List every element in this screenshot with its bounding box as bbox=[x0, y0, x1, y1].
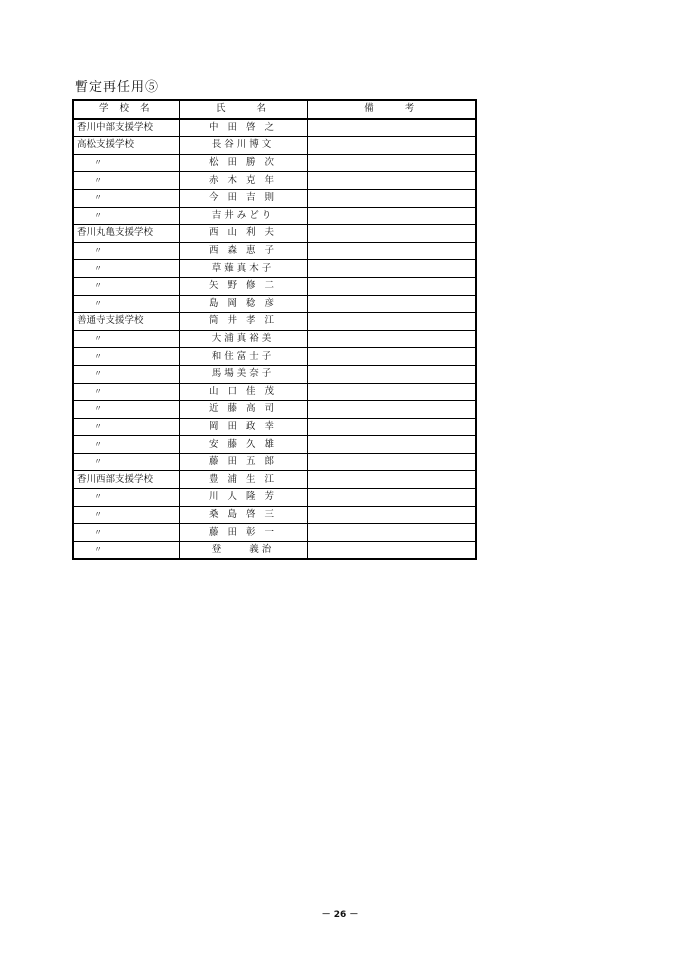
table-row bbox=[73, 365, 476, 383]
name-cell: 桑 島 啓 三 bbox=[179, 506, 307, 524]
notes-cell bbox=[307, 506, 476, 524]
notes-cell bbox=[307, 365, 476, 383]
name-cell: 安 藤 久 雄 bbox=[179, 436, 307, 454]
school-cell: 〃 bbox=[73, 383, 179, 401]
name-cell: 矢 野 修 二 bbox=[179, 277, 307, 295]
notes-cell bbox=[307, 348, 476, 366]
name-cell: 馬場美奈子 bbox=[179, 365, 307, 383]
notes-cell bbox=[307, 207, 476, 225]
name-cell: 和住富士子 bbox=[179, 348, 307, 366]
name-cell: 西 森 恵 子 bbox=[179, 242, 307, 260]
school-cell: 〃 bbox=[73, 277, 179, 295]
table-row bbox=[73, 154, 476, 172]
table-row bbox=[73, 137, 476, 155]
notes-cell bbox=[307, 189, 476, 207]
school-cell: 香川西部支援学校 bbox=[73, 471, 179, 489]
name-cell: 山 口 佳 茂 bbox=[179, 383, 307, 401]
school-cell: 〃 bbox=[73, 436, 179, 454]
notes-cell bbox=[307, 137, 476, 155]
name-cell: 西 山 利 夫 bbox=[179, 225, 307, 243]
table-header-row bbox=[73, 100, 476, 119]
table-row bbox=[73, 436, 476, 454]
notes-cell bbox=[307, 418, 476, 436]
table-row bbox=[73, 242, 476, 260]
name-cell: 赤 木 克 年 bbox=[179, 172, 307, 190]
notes-cell bbox=[307, 541, 476, 559]
notes-cell bbox=[307, 524, 476, 542]
table-row bbox=[73, 401, 476, 419]
school-cell: 善通寺支援学校 bbox=[73, 313, 179, 331]
name-cell: 松 田 勝 次 bbox=[179, 154, 307, 172]
notes-cell bbox=[307, 225, 476, 243]
notes-cell bbox=[307, 383, 476, 401]
table-row bbox=[73, 172, 476, 190]
notes-cell bbox=[307, 436, 476, 454]
notes-cell bbox=[307, 260, 476, 278]
school-cell: 高松支援学校 bbox=[73, 137, 179, 155]
reappointment-table bbox=[72, 99, 477, 560]
table-row bbox=[73, 541, 476, 559]
notes-cell bbox=[307, 242, 476, 260]
name-cell: 藤 田 彰 一 bbox=[179, 524, 307, 542]
school-cell: 〃 bbox=[73, 453, 179, 471]
table-row bbox=[73, 348, 476, 366]
school-cell: 香川中部支援学校 bbox=[73, 119, 179, 137]
table-row bbox=[73, 260, 476, 278]
notes-cell bbox=[307, 154, 476, 172]
notes-cell bbox=[307, 330, 476, 348]
school-cell: 〃 bbox=[73, 524, 179, 542]
school-cell: 〃 bbox=[73, 295, 179, 313]
notes-cell bbox=[307, 401, 476, 419]
name-cell: 登 義治 bbox=[179, 541, 307, 559]
school-cell: 〃 bbox=[73, 260, 179, 278]
name-cell: 豊 浦 生 江 bbox=[179, 471, 307, 489]
school-cell: 〃 bbox=[73, 418, 179, 436]
table-row bbox=[73, 313, 476, 331]
table-row bbox=[73, 506, 476, 524]
school-cell: 香川丸亀支援学校 bbox=[73, 225, 179, 243]
table-row bbox=[73, 189, 476, 207]
table-row bbox=[73, 383, 476, 401]
section-title: 暫定再任用⑤ bbox=[75, 80, 160, 95]
notes-cell bbox=[307, 313, 476, 331]
notes-cell bbox=[307, 119, 476, 137]
header-name: 氏 名 bbox=[179, 100, 307, 119]
table-row bbox=[73, 277, 476, 295]
notes-cell bbox=[307, 295, 476, 313]
notes-cell bbox=[307, 489, 476, 507]
name-cell: 中 田 啓 之 bbox=[179, 119, 307, 137]
table-row bbox=[73, 489, 476, 507]
name-cell: 筒 井 孝 江 bbox=[179, 313, 307, 331]
header-school: 学 校 名 bbox=[73, 100, 179, 119]
table-row bbox=[73, 524, 476, 542]
school-cell: 〃 bbox=[73, 207, 179, 225]
name-cell: 今 田 吉 則 bbox=[179, 189, 307, 207]
table-row bbox=[73, 295, 476, 313]
school-cell: 〃 bbox=[73, 489, 179, 507]
name-cell: 近 藤 高 司 bbox=[179, 401, 307, 419]
school-cell: 〃 bbox=[73, 541, 179, 559]
header-notes: 備 考 bbox=[307, 100, 476, 119]
table-row bbox=[73, 119, 476, 137]
school-cell: 〃 bbox=[73, 506, 179, 524]
notes-cell bbox=[307, 172, 476, 190]
school-cell: 〃 bbox=[73, 189, 179, 207]
table-body bbox=[73, 119, 476, 560]
table-row bbox=[73, 471, 476, 489]
school-cell: 〃 bbox=[73, 348, 179, 366]
table-row bbox=[73, 330, 476, 348]
name-cell: 長谷川博文 bbox=[179, 137, 307, 155]
school-cell: 〃 bbox=[73, 242, 179, 260]
school-cell: 〃 bbox=[73, 401, 179, 419]
page-number: － 26 － bbox=[321, 910, 359, 920]
name-cell: 大浦真裕美 bbox=[179, 330, 307, 348]
notes-cell bbox=[307, 277, 476, 295]
name-cell: 藤 田 五 郎 bbox=[179, 453, 307, 471]
school-cell: 〃 bbox=[73, 154, 179, 172]
notes-cell bbox=[307, 453, 476, 471]
notes-cell bbox=[307, 471, 476, 489]
name-cell: 川 人 隆 芳 bbox=[179, 489, 307, 507]
school-cell: 〃 bbox=[73, 172, 179, 190]
name-cell: 草薙真木子 bbox=[179, 260, 307, 278]
table-row bbox=[73, 453, 476, 471]
table-row bbox=[73, 225, 476, 243]
name-cell: 島 岡 稔 彦 bbox=[179, 295, 307, 313]
name-cell: 岡 田 政 幸 bbox=[179, 418, 307, 436]
name-cell: 吉井みどり bbox=[179, 207, 307, 225]
school-cell: 〃 bbox=[73, 330, 179, 348]
table-row bbox=[73, 418, 476, 436]
school-cell: 〃 bbox=[73, 365, 179, 383]
table-row bbox=[73, 207, 476, 225]
